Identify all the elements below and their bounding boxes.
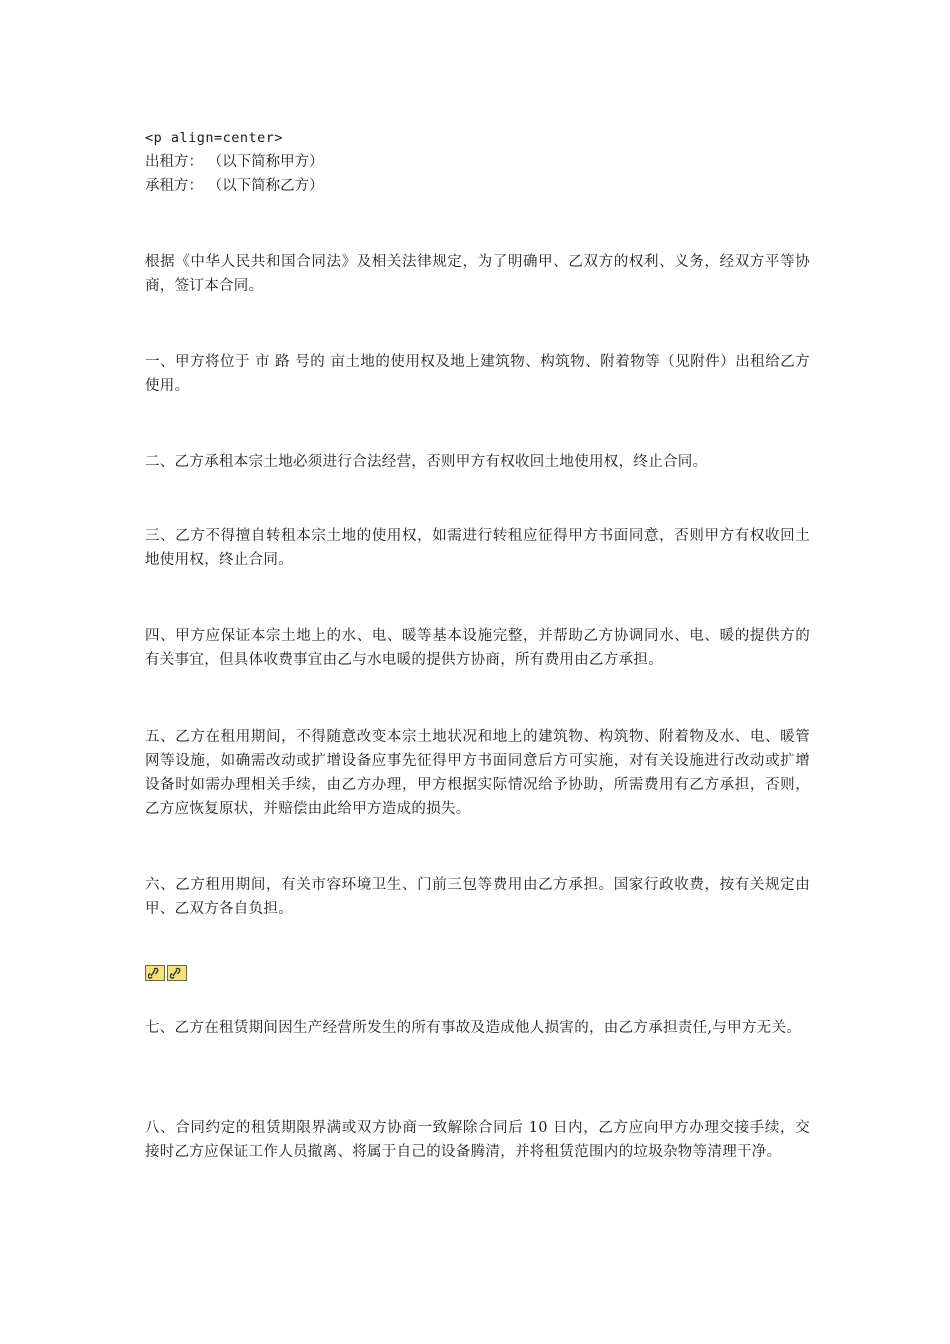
clause-3: 三、乙方不得擅自转租本宗土地的使用权，如需进行转租应征得甲方书面同意，否则甲方有权收回土地使用权，终止合同。 xyxy=(145,528,810,568)
embedded-icons xyxy=(145,965,187,983)
clause-7: 七、乙方在租赁期间因生产经营所发生的所有事故及造成他人损害的，由乙方承担责任,与甲方无关。 xyxy=(145,1020,802,1036)
clause-2: 二、乙方承租本宗土地必须进行合法经营，否则甲方有权收回土地使用权，终止合同。 xyxy=(145,454,708,470)
clause-1: 一、甲方将位于 市 路 号的 亩土地的使用权及地上建筑物、构筑物、附着物等（见附件）出租给乙方使用。 xyxy=(145,354,810,394)
link-icon[interactable] xyxy=(145,965,165,981)
intro-paragraph: 根据《中华人民共和国合同法》及相关法律规定，为了明确甲、乙双方的权利、义务，经双方平等协商，签订本合同。 xyxy=(145,254,810,294)
link-icon[interactable] xyxy=(167,965,187,981)
clause-6: 六、乙方租用期间，有关市容环境卫生、门前三包等费用由乙方承担。国家行政收费，按有关规定由甲、乙双方各自负担。 xyxy=(145,877,810,917)
clause-5: 五、乙方在租用期间，不得随意改变本宗土地状况和地上的建筑物、构筑物、附着物及水、电、暖管网等设施，如确需改动或扩增设备应事先征得甲方书面同意后方可实施，对有关设施进行改动或扩增设备时如需办理相关手续，由乙方办理，甲方根据实际情况给予协助，所需费用有乙方承担，否则，乙方应恢复原状，并赔偿由此给甲方造成的损失。 xyxy=(145,729,810,817)
lessor-line: 出租方： （以下简称甲方） xyxy=(145,154,324,170)
clause-8: 八、合同约定的租赁期限界满或双方协商一致解除合同后 10 日内，乙方应向甲方办理交接手续，交接时乙方应保证工作人员撤离、将属于自己的设备腾清，并将租赁范围内的垃圾杂物等清理干净。 xyxy=(145,1120,810,1160)
clause-4: 四、甲方应保证本宗土地上的水、电、暖等基本设施完整，并帮助乙方协调同水、电、暖的提供方的有关事宜，但具体收费事宜由乙与水电暖的提供方协商，所有费用由乙方承担。 xyxy=(145,628,810,668)
html-artifact-text: <p align=center> xyxy=(145,130,284,146)
lessee-line: 承租方： （以下简称乙方） xyxy=(145,178,324,194)
